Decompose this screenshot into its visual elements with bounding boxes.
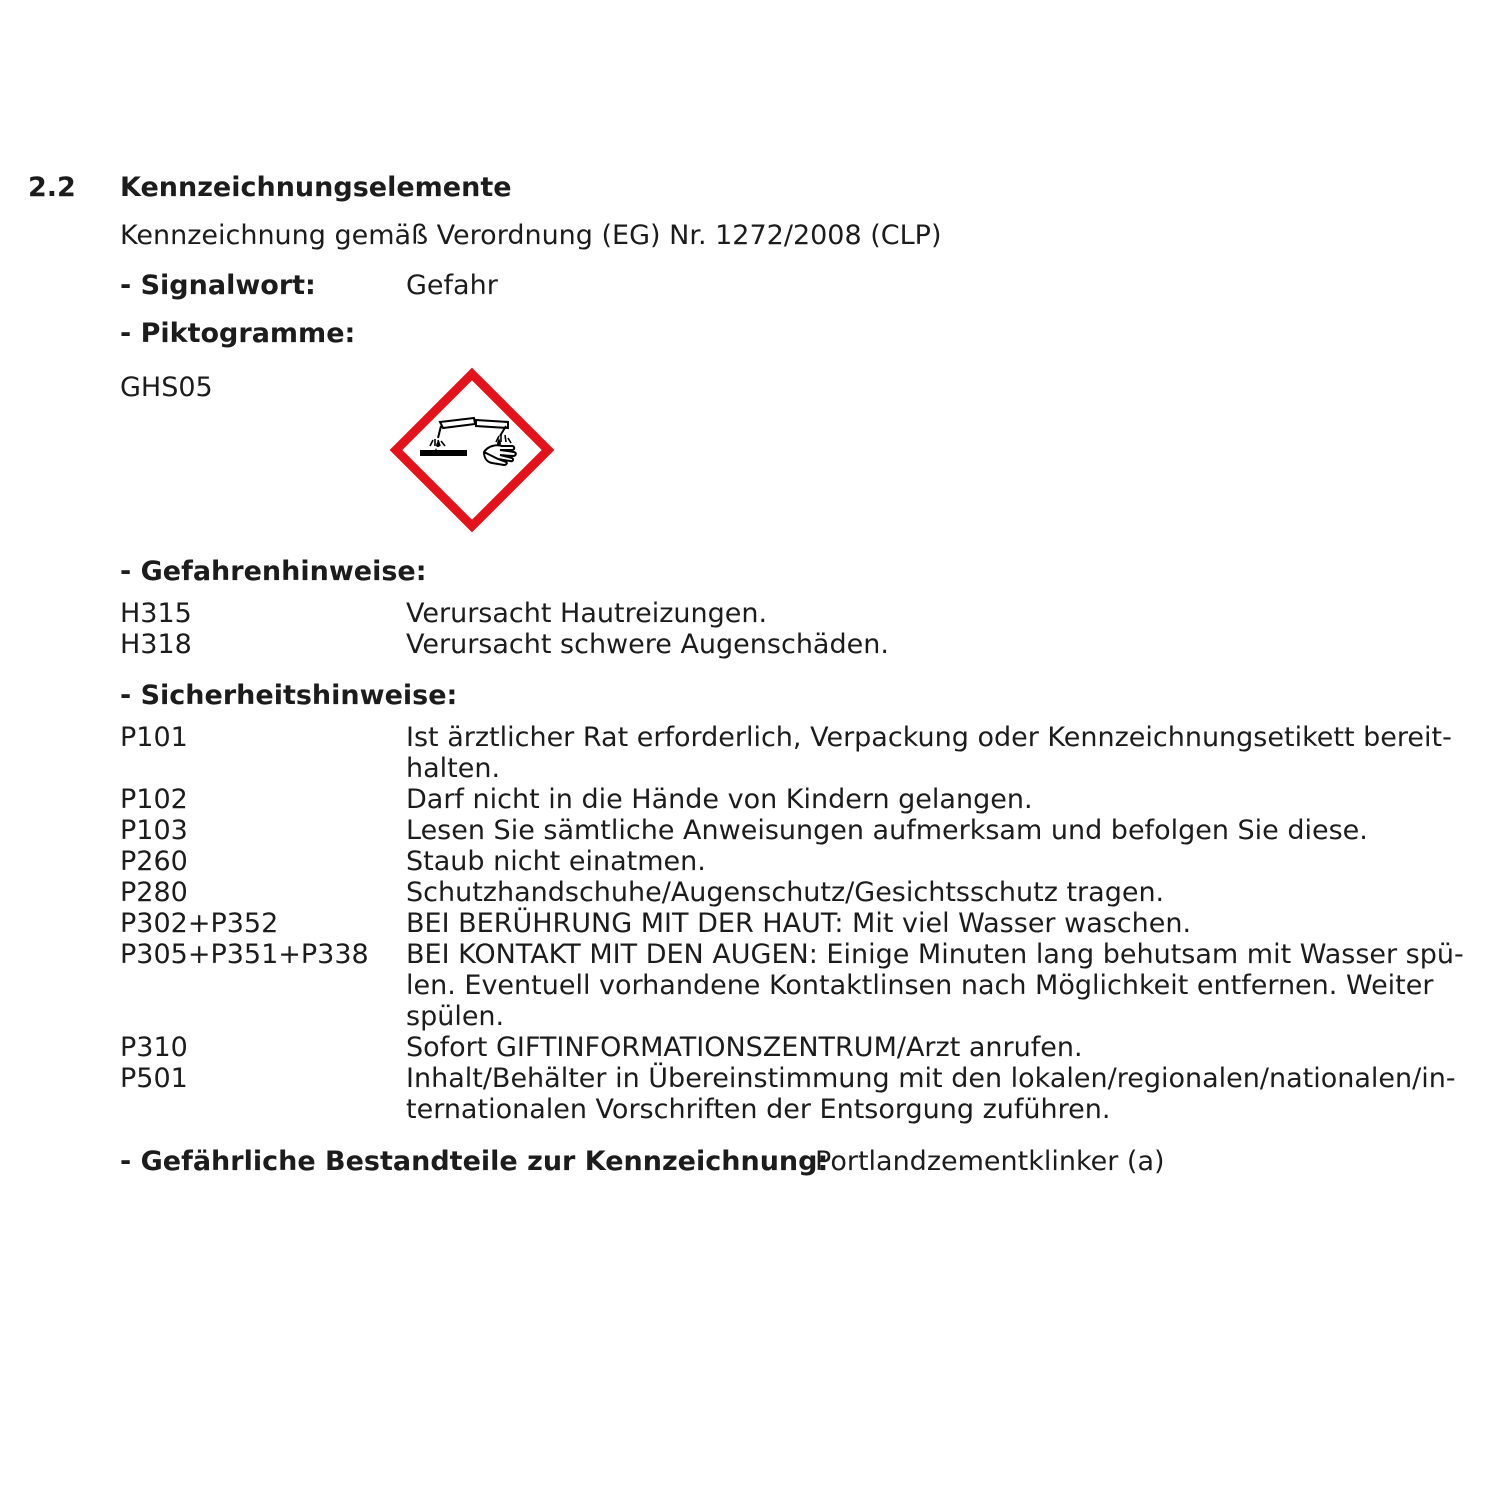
signal-word-label: - Signalwort: bbox=[120, 270, 316, 301]
statement-text: Ist ärztlicher Rat erforderlich, Verpackung oder Kennzeichnungsetikett bereit- halten. bbox=[406, 722, 1452, 784]
statement-code: P260 bbox=[120, 846, 188, 877]
precautionary-statements-label: - Sicherheitshinweise: bbox=[120, 680, 458, 711]
statement-text: Verursacht Hautreizungen. bbox=[406, 598, 768, 629]
statement-text: BEI KONTAKT MIT DEN AUGEN: Einige Minuten lang behutsam mit Wasser spü- len. Eventuell vorhandene Kontaktlinsen nach Möglichkeit entfernen. Weiter spülen. bbox=[406, 939, 1464, 1032]
hazardous-components-value: Portlandzementklinker (a) bbox=[815, 1146, 1165, 1177]
statement-code: P310 bbox=[120, 1032, 188, 1063]
pictograms-label: - Piktogramme: bbox=[120, 318, 356, 349]
statement-text: Darf nicht in die Hände von Kindern gelangen. bbox=[406, 784, 1033, 815]
statement-text: BEI BERÜHRUNG MIT DER HAUT: Mit viel Wasser waschen. bbox=[406, 908, 1192, 939]
statement-text: Verursacht schwere Augenschäden. bbox=[406, 629, 889, 660]
statement-code: P302+P352 bbox=[120, 908, 279, 939]
statement-text: Sofort GIFTINFORMATIONSZENTRUM/Arzt anrufen. bbox=[406, 1032, 1083, 1063]
statement-code: H318 bbox=[120, 629, 192, 660]
statement-code: P280 bbox=[120, 877, 188, 908]
statement-code: P101 bbox=[120, 722, 188, 753]
hazardous-components-label: - Gefährliche Bestandteile zur Kennzeichnung: bbox=[120, 1146, 829, 1177]
section-title: Kennzeichnungselemente bbox=[120, 172, 512, 203]
ghs05-corrosion-icon bbox=[388, 366, 556, 534]
statement-code: P103 bbox=[120, 815, 188, 846]
statement-code: P501 bbox=[120, 1063, 188, 1094]
section-subtitle: Kennzeichnung gemäß Verordnung (EG) Nr. 1272/2008 (CLP) bbox=[120, 220, 942, 251]
section-number: 2.2 bbox=[28, 172, 76, 203]
hazard-statements-label: - Gefahrenhinweise: bbox=[120, 556, 427, 587]
statement-text: Staub nicht einatmen. bbox=[406, 846, 706, 877]
statement-text: Lesen Sie sämtliche Anweisungen aufmerksam und befolgen Sie diese. bbox=[406, 815, 1368, 846]
signal-word-value: Gefahr bbox=[406, 270, 498, 301]
statement-code: P305+P351+P338 bbox=[120, 939, 369, 970]
statement-code: P102 bbox=[120, 784, 188, 815]
statement-text: Inhalt/Behälter in Übereinstimmung mit den lokalen/regionalen/nationalen/in- ternationalen Vorschriften der Entsorgung zuführen. bbox=[406, 1063, 1456, 1125]
statement-text: Schutzhandschuhe/Augenschutz/Gesichtsschutz tragen. bbox=[406, 877, 1165, 908]
pictogram-code: GHS05 bbox=[120, 372, 213, 403]
statement-code: H315 bbox=[120, 598, 192, 629]
